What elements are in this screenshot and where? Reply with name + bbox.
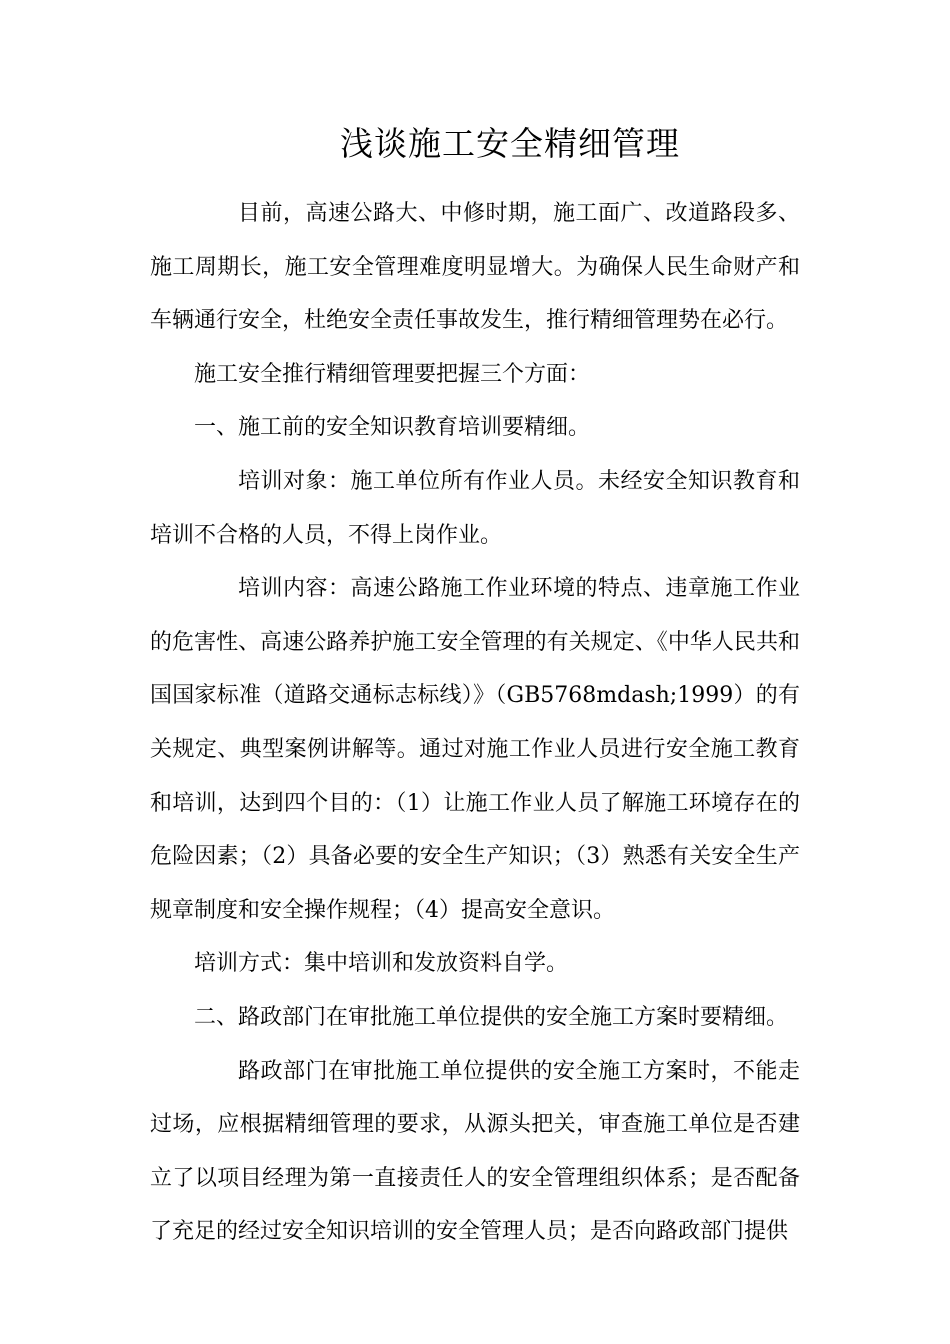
paragraph-three-aspects: 施工安全推行精细管理要把握三个方面：	[194, 361, 591, 387]
paragraph-training-target: 培训对象：施工单位所有作业人员。未经安全知识教育和培训不合格的人员，不得上岗作业。	[150, 468, 800, 548]
section-heading-one: 一、施工前的安全知识教育培训要精细。	[194, 415, 591, 441]
document-title: 浅谈施工安全精细管理	[340, 124, 680, 163]
document-body	[150, 187, 800, 1259]
paragraph-training-method: 培训方式：集中培训和发放资料自学。	[194, 951, 569, 977]
paragraph-intro: 目前，高速公路大、中修时期，施工面广、改道路段多、施工周期长，施工安全管理难度明显增大。为确保人民生命财产和车辆通行安全，杜绝安全责任事故发生，推行精细管理势在必行。	[150, 201, 800, 334]
paragraph-approval: 路政部门在审批施工单位提供的安全施工方案时，不能走过场，应根据精细管理的要求，从源头把关，审查施工单位是否建立了以项目经理为第一直接责任人的安全管理组织体系；是否配备了充足的经过安全知识培训的安全管理人员；是否向路政部门提供	[150, 1058, 800, 1245]
section-heading-two: 二、路政部门在审批施工单位提供的安全施工方案时要精细。	[194, 1004, 789, 1030]
paragraph-training-content: 培训内容：高速公路施工作业环境的特点、违章施工作业的危害性、高速公路养护施工安全管理的有关规定、《中华人民共和国国家标准（道路交通标志标线）》（GB5768mdash;1999）的有关规定、典型案例讲解等。通过对施工作业人员进行安全施工教育和培训，达到四个目的：（1）让施工作业人员了解施工环境存在的危险因素；（2）具备必要的安全生产知识；（3）熟悉有关安全生产规章制度和安全操作规程；（4）提高安全意识。	[150, 576, 800, 923]
